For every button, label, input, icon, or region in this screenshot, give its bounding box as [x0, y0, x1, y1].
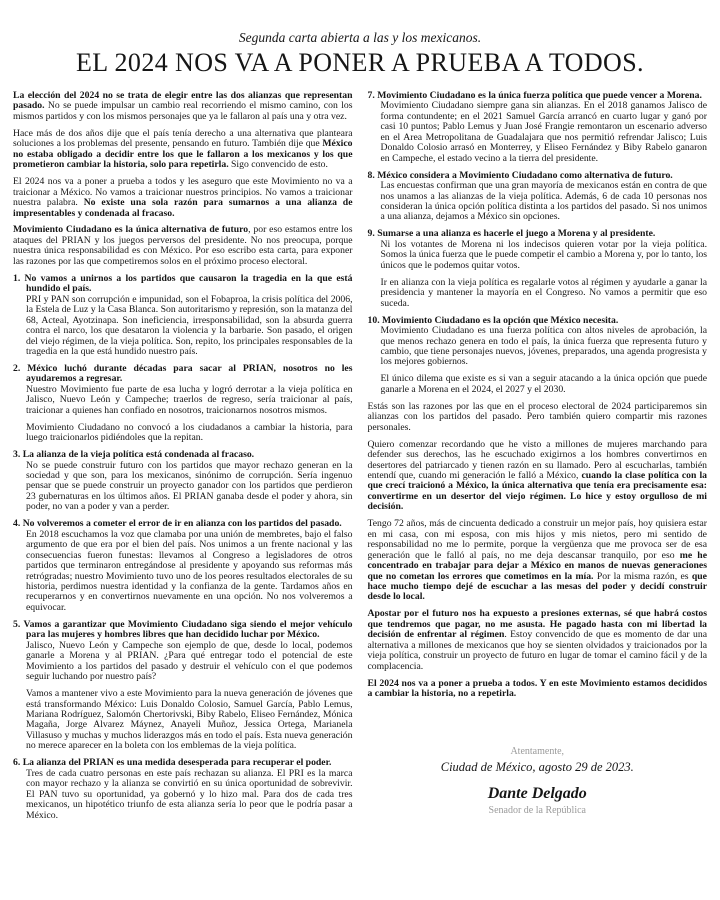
text: El único dilema que existe es si van a seguir atacando a la única opción que puede ganarle a Morena en el 2024, el 2027 y el 2030. — [380, 373, 707, 395]
text: 7. Movimiento Ciudadano es la única fuerza política que puede vencer a Morena. — [367, 90, 702, 101]
text: Jalisco, Nuevo León y Campeche son ejemplo de que, desde lo local, podemos ganarle a Morena y al PRIAN. ¿Para qué entregar todo el potencial de este Movimiento a los partidos del pasado y destruir el vehículo con el que podemos seguir luchando por nuestro país? — [26, 639, 353, 683]
intro-paragraphs — [13, 91, 353, 267]
text: No se puede impulsar un cambio real recorriendo el mismo camino, con los mismos partidos y con los mismos personajes que ya le fallaron al país una y otra vez. — [13, 100, 353, 122]
item-paragraph — [13, 385, 353, 416]
item-paragraph — [368, 181, 708, 223]
text: Nuestro Movimiento fue parte de esa lucha y logró derrotar a la vieja política en Jalisco, Nuevo León y Campeche; traerlos de regreso, sería traicionar al país, traicionar a quienes han confiado en nosotros, traicionarnos nosotros mismos. — [26, 383, 353, 416]
item-paragraph — [368, 374, 708, 395]
text: 6. La alianza del PRIAN es una medida desesperada para recuperar el poder. — [13, 757, 332, 769]
text: El 2024 nos va a poner a prueba a todos y les aseguro que este Movimiento no va a traicionar a México. No vamos a traicionar nuestros principios. No vamos a traicionar nuestra palabra. — [13, 176, 353, 209]
item-paragraph — [13, 530, 353, 614]
text: 4. No volveremos a cometer el error de ir en alianza con los partidos del pasado. — [13, 518, 342, 530]
paragraph — [368, 519, 708, 603]
text: Movimiento Ciudadano siempre gana sin alianzas. En el 2018 ganamos Jalisco de forma contundente; en el 2021 Samuel García arrancó en cuarto lugar y ganó por casi 10 puntos; Pablo Lemus y Juan José Frangie remontaron un escenario adverso en el Area Metropolitana de Guadalajara que nos permitió refrendar Jalisco; Luis Donaldo Colosio arrasó en Monterrey, y Eliseo Fernández y Biby Rabelo ganaron en Campeche, el estado vecino a la tierra del presidente. — [380, 100, 707, 164]
bold-text: me he concentrado en trabajar para dejar a México en manos de nuevas generaciones que no cometan los errores que cometimos en la mía. — [367, 549, 707, 582]
text: Hace más de dos años dije que el país tenía derecho a una alternativa que planteara soluciones a los problemas del presente, pensando en futuro. También dije que — [13, 127, 353, 150]
bold-text: La elección del 2024 no se trata de elegir entre las dos alianzas que representan pasado. — [13, 90, 353, 112]
text: Ir en alianza con la vieja política es regalarle votos al régimen y ayudarle a ganar la presidencia y mantener la mayoría en el Congreso. No vamos a permitir que eso suceda. — [380, 276, 707, 309]
text: PRI y PAN son corrupción e impunidad, son el Fobaproa, la crisis política del 2006, la Estela de Luz y la Casa Blanca. Son autoritarismo y represión, son la matanza del 68, Acteal, Ayotzinapa. Son ineficiencia, irresponsabilidad, son la absurda guerra contra el narco, los que desataron la violencia y la barbarie. Son pasado, el origen del viejo régimen, de la vieja política. Son, repito, los principales responsables de la tragedia en la que está hundido nuestro país. — [26, 293, 353, 357]
paragraph — [13, 91, 353, 122]
numbered-item-3 — [13, 450, 353, 513]
paragraph — [368, 440, 708, 513]
item-paragraph — [368, 278, 708, 309]
text: Por la misma razón, es — [593, 570, 692, 582]
text: Las encuestas confirman que una gran mayoría de mexicanos están en contra de que nos unamos a las alianzas de la vieja política. Además, 6 de cada 10 personas nos consideran la única opción política distinta a los partidos del pasado. Si nos unimos a una alianza, dejamos a México sin opciones. — [380, 180, 707, 223]
numbered-item-8 — [368, 171, 708, 223]
text: 2. México luchó durante décadas para sacar al PRIAN, nosotros no les ayudaremos a regresar. — [13, 362, 353, 385]
left-column — [13, 91, 353, 828]
numbered-item-5 — [13, 620, 353, 752]
text: Vamos a mantener vivo a este Movimiento para la nueva generación de jóvenes que está transformando México: Luis Donaldo Colosio, Samuel García, Pablo Lemus, Mariana Rodríguez, Salomón Chertorivski, Biby Rabelo, Eliseo Fernández, Mónica Magaña, Jorge Alvarez Máynez, Anayeli Muñoz, Jessica Ortega, Marianela Villasuso y muchas y muchos liderazgos más en todo el país. Esta nueva generación no merece aparecer en la boleta con los emblemas de la vieja política. — [26, 688, 353, 752]
item-paragraph — [13, 769, 353, 821]
numbered-item-7 — [368, 91, 708, 164]
item-paragraph — [13, 461, 353, 513]
item-paragraph — [368, 240, 708, 271]
signature-salutation: Atentamente, — [510, 745, 565, 757]
item-heading — [13, 274, 353, 295]
text: 1. No vamos a unirnos a los partidos que causaron la tragedia en la que está hundido el país. — [13, 272, 353, 295]
numbered-item-6 — [13, 758, 353, 821]
text: Estás son las razones por las que en el proceso electoral de 2024 participaremos sin alianzas con los partidos del pasado. Pero también quiero compartir mis razones personales. — [367, 400, 707, 433]
text: 8. México considera a Movimiento Ciudadano como alternativa de futuro. — [367, 169, 673, 181]
text: Quiero comenzar recordando que he visto a millones de mujeres marchando para defender sus derechos, las he escuchado exigirnos a los hombres convertirnos en desertores del patriarcado y tienen razón en su llamado. Pero al escucharlas, también entendí que, cuando mi generación le falló a México, — [367, 438, 707, 481]
closing-paragraphs — [368, 402, 708, 700]
numbered-item-10 — [368, 316, 708, 396]
numbered-item-1 — [13, 274, 353, 358]
item-heading — [13, 620, 353, 641]
signature-name: Dante Delgado — [487, 784, 587, 802]
text: Tengo 72 años, más de cincuenta dedicado a construir un mejor país, hoy quisiera estar en mi casa, con mi esposa, con mis hijos y mis nietos, pero mi sentido de responsabilidad no me lo permite, porque la vergüenza que me provoca ser de esa generación que le falló al país, no me deja descansar tranquilo, por eso — [367, 518, 707, 561]
text: No se puede construir futuro con los partidos que mayor rechazo generan en la sociedad y que son, para los mexicanos, sinónimo de corrupción. Sería ingenuo pensar que se puede construir un proyecto ganador con los partidos que perdieron 23 gubernaturas en los últimos años. El PRIAN ganaba desde el poder y ahora, sin poder, no van a poder y van a perder. — [26, 459, 353, 513]
paragraph — [368, 609, 708, 672]
text: Sigo convencido de esto. — [228, 159, 328, 171]
item-paragraph — [13, 689, 353, 752]
item-paragraph — [13, 295, 353, 358]
text: Ni los votantes de Morena ni los indecisos quieren votar por la vieja política. Somos la única fuerza que le puede competir el cambio a Morena y, por lo tanto, los únicos que le podemos quitar votos. — [380, 238, 707, 271]
item-paragraph — [368, 326, 708, 368]
bold-text: Apostar por el futuro nos ha expuesto a presiones externas, sé que habrá costos que tendremos que pagar, no me asusta. He pagado hasta con mi libertad la decisión de enfrentar al régimen — [367, 608, 707, 641]
text: Movimiento Ciudadano es una fuerza política con altos niveles de aprobación, la que menos rechazo genera en todo el país, la única fuerza que representa futuro y cambio, que tiene personajes nuevos, jóvenes, preparados, una agenda progresista y los mejores gobiernos. — [380, 325, 707, 368]
paragraph — [368, 679, 708, 700]
signature-role: Senador de la República — [488, 804, 586, 816]
bold-text: que hace mucho tiempo dejé de escuchar a las mesas del poder y decidí construir desde lo local. — [367, 570, 707, 603]
bold-text: México no estaba obligado a decidir entre los que le fallaron a los mexicanos y los que prometieron cambiar la historia, solo para repetirla. — [13, 138, 353, 171]
numbered-items-right — [368, 91, 708, 395]
bold-text: No existe una sola razón para sumarnos a una alianza de impresentables y condenada al fracaso. — [13, 197, 353, 219]
signature-block — [368, 746, 708, 817]
text: Tres de cada cuatro personas en este país rechazan su alianza. El PRI es la marca con mayor rechazo y la alianza se convirtió en su única oportunidad de sobrevivir. El PAN tuvo su oportunidad, ya gobernó y lo hizo mal. Para dos de cada tres mexicanos, un hipotético triunfo de esta alianza sería lo peor que le podría pasar a México. — [26, 767, 353, 821]
bold-text: cuando la clase política con la que crecí traicionó a México, la única alternativa que tenía era precisamente esa: convertirme en un desertor del viejo régimen. Lo hice y estoy orgulloso de mi decisión. — [367, 470, 707, 513]
signature-dateline: Ciudad de México, agosto 29 de 2023. — [440, 759, 634, 774]
paragraph — [13, 177, 353, 219]
text: En 2018 escuchamos la voz que clamaba por una unión de membretes, bajo el falso argumento de que era por el bien del país. Nos unimos a un frente nacional y las consecuencias fueron funestas: llevamos al Congreso a legisladores de otros partidos que terminaron entregándose al presidente y apoyando sus reformas más retrógradas; nuestro Movimiento tuvo uno de los peores resultados electorales de su historia, perdimos nuestra identidad y la confianza de la gente. Tardamos años en recuperarnos y en convertirnos nuevamente en una opción. No nos volveremos a equivocar. — [26, 528, 353, 613]
numbered-item-4 — [13, 519, 353, 613]
text: Movimiento Ciudadano no convocó a los ciudadanos a cambiar la historia, para luego traicionarlos pidiéndoles que la repitan. — [26, 421, 353, 444]
numbered-item-9 — [368, 229, 708, 309]
paragraph — [368, 402, 708, 433]
item-heading — [13, 364, 353, 385]
numbered-items-left — [13, 274, 353, 821]
paragraph — [13, 129, 353, 171]
letter-title: EL 2024 NOS VA A PONER A PRUEBA A TODOS. — [76, 48, 644, 77]
text: , por eso estamos entre los ataques del PRIAN y los juegos perversos del presidente. No nos preocupa, porque nuestra única responsabilidad es con México. Por eso escribo esta carta, para exponer las razones por las que competiremos solos en el próximo proceso electoral. — [13, 224, 353, 267]
text: 10. Movimiento Ciudadano es la opción que México necesita. — [367, 314, 619, 326]
text: 9. Sumarse a una alianza es hacerle el juego a Morena y al presidente. — [367, 228, 656, 240]
text: 5. Vamos a garantizar que Movimiento Ciudadano siga siendo el mejor vehículo para las mujeres y hombres libres que han decidido luchar por México. — [13, 618, 353, 641]
paragraph — [13, 225, 353, 267]
letter-subtitle: Segunda carta abierta a las y los mexicanos. — [238, 30, 482, 45]
bold-text: Movimiento Ciudadano es la única alternativa de futuro — [13, 224, 249, 236]
item-paragraph — [13, 423, 353, 444]
letter-columns — [0, 78, 720, 828]
item-paragraph — [13, 641, 353, 683]
item-paragraph — [368, 101, 708, 164]
numbered-item-2 — [13, 364, 353, 444]
bold-text: El 2024 nos va a poner a prueba a todos. Y en este Movimiento estamos decididos a cambiar la historia, no a repetirla. — [367, 677, 707, 700]
text: . Estoy convencido de que es momento de dar una alternativa a millones de mexicanos que hoy se sienten olvidados y traicionados por la vieja política, construir un proyecto de futuro en lugar de tomar el camino fácil y de la complacencia. — [367, 629, 707, 672]
text: 3. La alianza de la vieja política está condenada al fracaso. — [13, 449, 255, 461]
right-column — [368, 91, 708, 828]
